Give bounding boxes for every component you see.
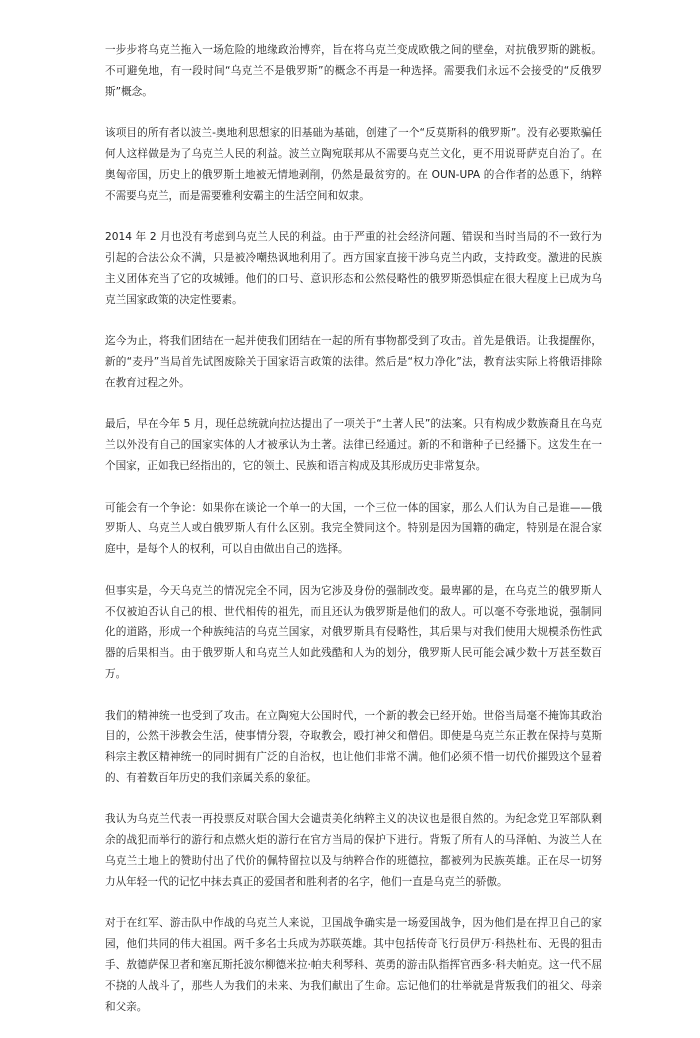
paragraph-8: 我们的精神统一也受到了攻击。在立陶宛大公国时代，一个新的教会已经开始。世俗当局毫不掩饰其政治目的，公然干涉教会生活，使事情分裂，夺取教会，殴打神父和僧侣。即使是乌克兰东正教在保持与莫斯科宗主教区精神统一的同时拥有广泛的自治权，也让他们非常不满。他们必须不惜一切代价摧毁这个显着的、有着数百年历史的我们亲属关系的象征。 xyxy=(105,709,602,784)
paragraph-1: 一步步将乌克兰拖入一场危险的地缘政治博弈，旨在将乌克兰变成欧俄之间的壁垒，对抗俄罗斯的跳板。不可避免地，有一段时间“乌克兰不是俄罗斯”的概念不再是一种选择。需要我们永远不会接受的“反俄罗斯”概念。 xyxy=(105,44,602,98)
paragraph-7: 但事实是，今天乌克兰的情况完全不同，因为它涉及身份的强制改变。最卑鄙的是，在乌克兰的俄罗斯人不仅被迫否认自己的根、世代相传的祖先，而且还认为俄罗斯是他们的敌人。可以毫不夸张地说，强制同化的道路，形成一个种族纯洁的乌克兰国家，对俄罗斯具有侵略性，其后果与对我们使用大规模杀伤性武器的后果相当。由于俄罗斯人和乌克兰人如此残酷和人为的划分，俄罗斯人民可能会减少数十万甚至数百万。 xyxy=(105,584,602,680)
paragraph-5: 最后，早在今年 5 月，现任总统就向拉达提出了一项关于“土著人民”的法案。只有构成少数族裔且在乌克兰以外没有自己的国家实体的人才被承认为土著。法律已经通过。新的不和谐种子已经播下。这发生在一个国家，正如我已经指出的，它的领土、民族和语言构成及其形成历史非常复杂。 xyxy=(105,418,602,472)
paragraph-3: 2014 年 2 月也没有考虑到乌克兰人民的利益。由于严重的社会经济问题、错误和当时当局的不一致行为引起的合法公众不满，只是被冷嘲热讽地利用了。西方国家直接干涉乌克兰内政，支持政变。激进的民族主义团体充当了它的攻城锤。他们的口号、意识形态和公然侵略性的俄罗斯恐惧症在很大程度上已成为乌克兰国家政策的决定性要素。 xyxy=(105,231,602,306)
document-page xyxy=(105,40,602,1038)
paragraph-6: 可能会有一个争论：如果你在谈论一个单一的大国，一个三位一体的国家，那么人们认为自己是谁——俄罗斯人、乌克兰人或白俄罗斯人有什么区别。我完全赞同这个。特别是因为国籍的确定，特别是在混合家庭中，是每个人的权利，可以自由做出自己的选择。 xyxy=(105,501,602,556)
paragraph-2: 该项目的所有者以波兰-奥地利思想家的旧基础为基础，创建了一个“反莫斯科的俄罗斯”。没有必要欺骗任何人这样做是为了乌克兰人民的利益。波兰立陶宛联邦从不需要乌克兰文化，更不用说哥萨克自治了。在奥匈帝国，历史上的俄罗斯土地被无情地剥削，仍然是最贫穷的。在 OUN-UPA 的合作者的怂恿下，纳粹不需要乌克兰，而是需要雅利安霸主的生活空间和奴隶。 xyxy=(105,127,602,202)
paragraph-10: 对于在红军、游击队中作战的乌克兰人来说，卫国战争确实是一场爱国战争，因为他们是在捍卫自己的家园，他们共同的伟大祖国。两千多名士兵成为苏联英雄。其中包括传奇飞行员伊万·科热杜布、无畏的狙击手、敖德萨保卫者和塞瓦斯托波尔柳德米拉·帕夫利琴科、英勇的游击队指挥官西多·科夫帕克。这一代不屈不挠的人战斗了，那些人为我们的未来、为我们献出了生命。忘记他们的壮举就是背叛我们的祖父、母亲和父亲。 xyxy=(105,917,602,1013)
paragraph-4: 迄今为止，将我们团结在一起并使我们团结在一起的所有事物都受到了攻击。首先是俄语。让我提醒你，新的“麦丹”当局首先试图废除关于国家语言政策的法律。然后是“权力净化”法，教育法实际上将俄语排除在教育过程之外。 xyxy=(105,335,602,389)
paragraph-9: 我认为乌克兰代表一再投票反对联合国大会谴责美化纳粹主义的决议也是很自然的。为纪念党卫军部队剩余的战犯而举行的游行和点燃火炬的游行在官方当局的保护下进行。背叛了所有人的马泽帕、为波兰人在乌克兰土地上的赞助付出了代价的佩特留拉以及与纳粹合作的班德拉，都被列为民族英雄。正在尽一切努力从年轻一代的记忆中抹去真正的爱国者和胜利者的名字，他们一直是乌克兰的骄傲。 xyxy=(105,813,602,888)
